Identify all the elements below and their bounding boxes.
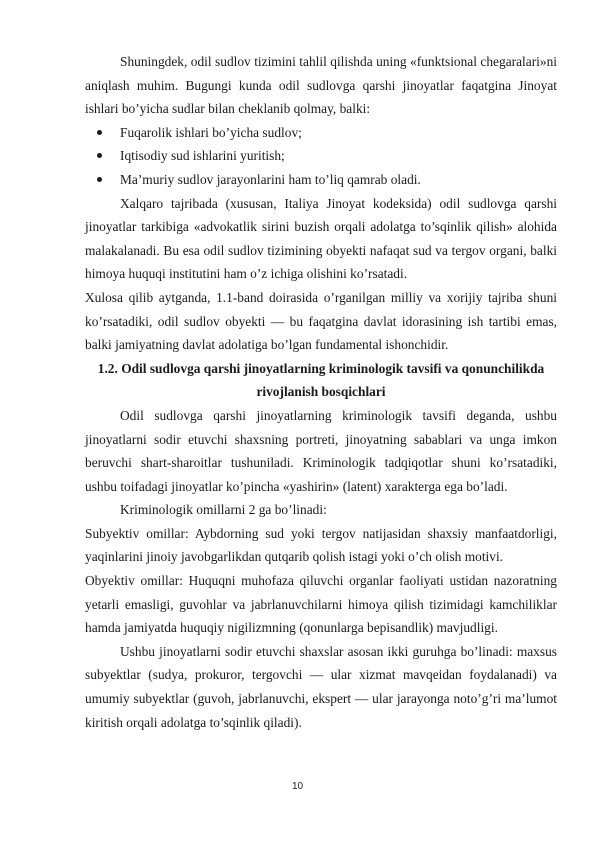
paragraph-objective: Obyektiv omillar: Huquqni muhofaza qiluvchi organlar faoliyati ustidan nazoratning yetarli emasligi, guvohlar va jabrlanuvchilarni himoya qilish tizimidagi kamchiliklar hamda jamiyatda huquqiy nigilizmning (qonunlarga bepisandlik) mavjudligi. [85, 573, 557, 636]
paragraph-conclusion: Xulosa qilib aytganda, 1.1-band doirasida o’rganilgan milliy va xorijiy tajriba shuni ko’rsatadiki, odil sudlov obyekti — bu faqatgina davlat idorasining ish tartibi emas, balki jamiyatning davlat adolatiga bo’lgan fundamental ishonchidir. [85, 289, 557, 353]
list-item: Iqtisodiy sud ishlarini yuritish; [85, 144, 557, 168]
bullet-icon [97, 177, 102, 182]
list-item: Fuqarolik ishlari bo’yicha sudlov; [85, 121, 557, 145]
paragraph-subjective: Subyektiv omillar: Aybdorning sud yoki tergov natijasidan shaxsiy manfaatdorligi, yaqinlarini jinoiy javobgarlikdan qutqarib qolish istagi yoki o’ch olish motivi. [85, 525, 557, 565]
section-heading: 1.2. Odil sudlovga qarshi jinoyatlarning kriminologik tavsifi va qonunchilikda rivojlanish bosqichlari [97, 360, 545, 400]
page-number: 10 [291, 781, 304, 792]
bullet-icon [97, 153, 102, 158]
paragraph-factors-intro: Kriminologik omillarni 2 ga bo’linadi: [120, 502, 327, 518]
paragraph-intro: Shuningdek, odil sudlov tizimini tahlil qilishda uning «funktsional chegaralari»ni aniqlash muhim. Bugungi kunda odil sudlovga qarshi jinoyatlar faqatgina Jinoyat ishlari bo’yicha sudlar bilan cheklanib qolmay, balki: [85, 54, 557, 117]
list-item: Ma’muriy sudlov jarayonlarini ham to’liq qamrab oladi. [85, 168, 557, 192]
bullet-icon [97, 130, 102, 135]
paragraph-criminology: Odil sudlovga qarshi jinoyatlarning kriminologik tavsifi deganda, ushbu jinoyatlarni sodir etuvchi shaxsning portreti, jinoyatning sabablari va unga imkon beruvchi shart-sharoitlar tushuniladi. Kriminologik tadqiqotlar shuni ko’rsatadiki, ushbu toifadagi jinoyatlar ko’pincha «yashirin» (latent) xarakterga ega bo’ladi. [85, 407, 557, 494]
paragraph-international: Xalqaro tajribada (xususan, Italiya Jinoyat kodeksida) odil sudlovga qarshi jinoyatlar tarkibiga «advokatlik sirini buzish orqali adolatga to’sqinlik qilish» alohida malakalanadi. Bu esa odil sudlov tizimining obyekti nafaqat sud va tergov organi, balki himoya huquqi institutini ham o’z ichiga olishini ko’rsatadi. [85, 195, 557, 282]
paragraph-subjects: Ushbu jinoyatlarni sodir etuvchi shaxslar asosan ikki guruhga bo’linadi: maxsus subyektlar (sudya, prokuror, tergovchi — ular xizmat mavqeidan foydalanadi) va umumiy subyektlar (guvoh, jabrlanuvchi, ekspert — ular jarayonga noto’g’ri ma’lumot kiritish orqali adolatga to’sqinlik qiladi). [85, 643, 557, 730]
bullet-list [85, 121, 557, 192]
